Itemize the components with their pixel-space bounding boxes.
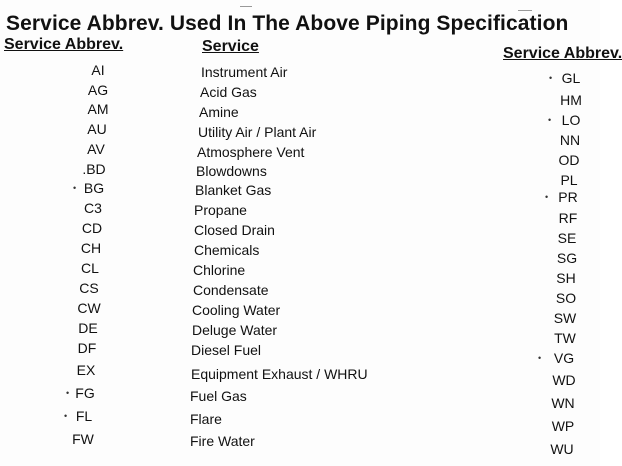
abbrev-cell: CW (77, 300, 101, 316)
abbrev-cell: FW (72, 431, 94, 447)
bullet-mark: • (66, 388, 70, 398)
abbrev-cell: AI (91, 62, 105, 78)
right-abbrev-cell: PR (558, 189, 578, 205)
bullet-mark: • (545, 192, 549, 202)
service-cell: Utility Air / Plant Air (198, 124, 317, 140)
right-abbrev-cell: GL (561, 70, 581, 86)
abbrev-cell: AU (87, 121, 107, 137)
scan-mark (240, 6, 252, 7)
service-cell: Chlorine (193, 262, 246, 278)
abbrev-cell: AV (87, 141, 105, 157)
abbrev-cell: CS (79, 280, 99, 296)
right-abbrev-cell: SG (556, 250, 578, 266)
abbrev-cell: AM (87, 101, 109, 117)
bullet-mark: • (548, 115, 552, 125)
column-header-service-abbrev: Service Abbrev. (4, 36, 124, 53)
abbrev-cell: FG (75, 385, 95, 401)
abbrev-cell: C3 (84, 200, 102, 216)
right-abbrev-cell: VG (553, 350, 575, 366)
service-cell: Instrument Air (201, 64, 288, 80)
service-cell: Chemicals (194, 242, 260, 258)
abbrev-cell: AG (87, 82, 109, 98)
bullet-mark: • (64, 411, 68, 421)
right-abbrev-cell: RF (558, 210, 578, 226)
right-abbrev-cell: SW (553, 310, 577, 326)
abbrev-cell: .BD (82, 161, 106, 177)
service-cell: Cooling Water (192, 302, 281, 318)
service-cell: Fire Water (190, 433, 255, 449)
service-cell: Fuel Gas (190, 388, 247, 404)
bullet-mark: • (538, 353, 542, 363)
right-abbrev-cell: WD (552, 372, 576, 388)
abbrev-cell: BG (83, 180, 105, 196)
right-abbrev-cell: SH (556, 270, 576, 286)
right-abbrev-cell: LO (561, 112, 581, 128)
service-cell: Propane (194, 202, 247, 218)
service-cell: Flare (190, 411, 222, 427)
column-header-service-abbrev-right: Service Abbrev. (503, 45, 622, 62)
scan-mark (518, 10, 532, 11)
right-abbrev-cell: SO (555, 290, 577, 306)
bullet-mark: • (549, 73, 553, 83)
service-cell: Blowdowns (196, 163, 267, 179)
service-cell: Closed Drain (194, 222, 275, 238)
service-cell: Blanket Gas (195, 182, 272, 198)
service-cell: Diesel Fuel (191, 342, 262, 358)
abbrev-cell: CD (81, 220, 103, 236)
right-abbrev-cell: HM (560, 92, 582, 108)
abbrev-cell: DF (77, 340, 97, 356)
right-abbrev-cell: TW (554, 330, 576, 346)
service-cell: Deluge Water (192, 322, 278, 338)
right-abbrev-cell: WU (550, 441, 574, 457)
column-header-service: Service (202, 38, 259, 55)
right-abbrev-cell: NN (559, 132, 581, 148)
abbrev-cell: CH (80, 240, 102, 256)
right-abbrev-cell: PL (560, 172, 578, 188)
service-cell: Amine (199, 104, 239, 120)
right-abbrev-cell: WP (551, 418, 575, 434)
abbrev-cell: DE (78, 320, 98, 336)
service-cell: Condensate (193, 282, 269, 298)
abbrev-cell: EX (76, 362, 96, 378)
service-cell: Equipment Exhaust / WHRU (191, 366, 368, 382)
right-abbrev-cell: WN (551, 395, 575, 411)
bullet-mark: • (73, 183, 77, 193)
service-cell: Acid Gas (200, 84, 257, 100)
abbrev-cell: CL (81, 260, 99, 276)
abbrev-cell: FL (75, 408, 93, 424)
service-cell: Atmosphere Vent (197, 144, 305, 160)
right-abbrev-cell: SE (557, 230, 577, 246)
right-abbrev-cell: OD (558, 152, 580, 168)
page-title: Service Abbrev. Used In The Above Piping Specification (6, 12, 569, 35)
